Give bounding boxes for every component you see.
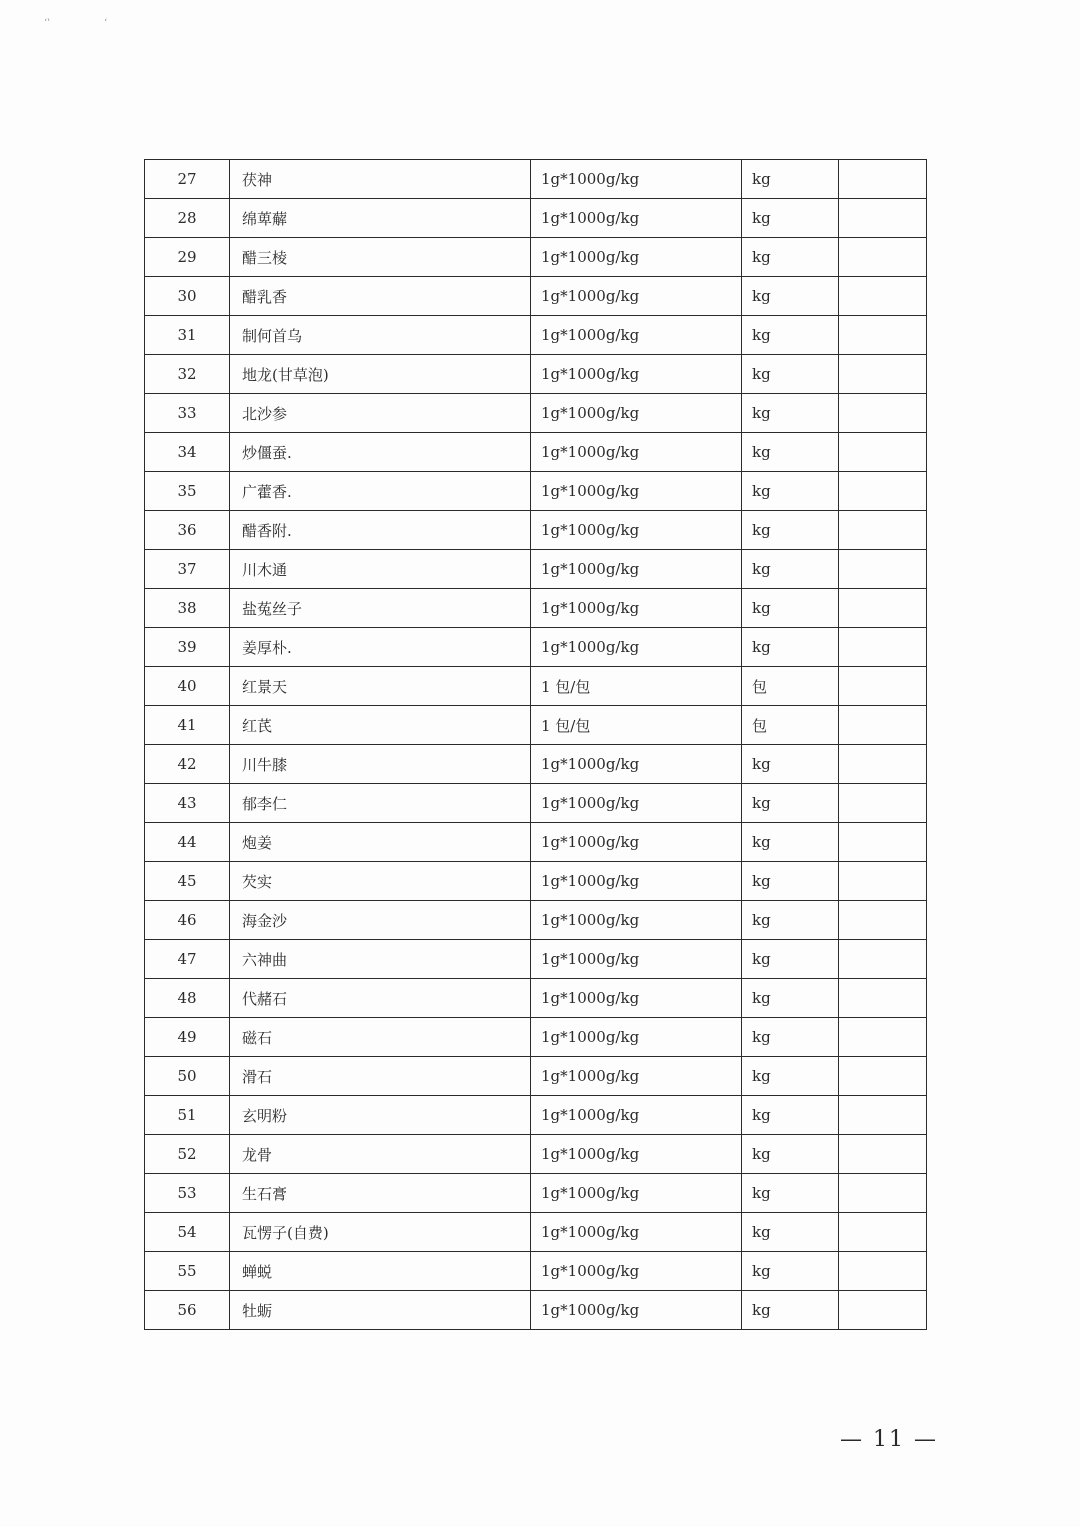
- row-number-cell: 28: [145, 199, 230, 238]
- item-name-cell: 瓦愣子(自费): [230, 1213, 531, 1252]
- specification-cell: 1g*1000g/kg: [531, 1213, 742, 1252]
- row-number-cell: 38: [145, 589, 230, 628]
- table-row: [145, 1057, 927, 1096]
- row-number-cell: 43: [145, 784, 230, 823]
- item-name-cell: 醋乳香: [230, 277, 531, 316]
- blank-cell: [839, 784, 927, 823]
- blank-cell: [839, 706, 927, 745]
- table-row: [145, 862, 927, 901]
- unit-cell: kg: [742, 823, 839, 862]
- table-body: [145, 160, 927, 1330]
- unit-cell: kg: [742, 979, 839, 1018]
- materials-table: [144, 159, 927, 1330]
- row-number-cell: 30: [145, 277, 230, 316]
- blank-cell: [839, 277, 927, 316]
- table-row: [145, 784, 927, 823]
- table-row: [145, 1096, 927, 1135]
- specification-cell: 1g*1000g/kg: [531, 355, 742, 394]
- specification-cell: 1g*1000g/kg: [531, 160, 742, 199]
- specification-cell: 1g*1000g/kg: [531, 277, 742, 316]
- item-name-cell: 生石膏: [230, 1174, 531, 1213]
- unit-cell: 包: [742, 667, 839, 706]
- table-row: [145, 472, 927, 511]
- item-name-cell: 炮姜: [230, 823, 531, 862]
- specification-cell: 1g*1000g/kg: [531, 589, 742, 628]
- blank-cell: [839, 1291, 927, 1330]
- item-name-cell: 姜厚朴.: [230, 628, 531, 667]
- specification-cell: 1g*1000g/kg: [531, 979, 742, 1018]
- item-name-cell: 醋香附.: [230, 511, 531, 550]
- table-row: [145, 979, 927, 1018]
- specification-cell: 1g*1000g/kg: [531, 745, 742, 784]
- item-name-cell: 川木通: [230, 550, 531, 589]
- row-number-cell: 31: [145, 316, 230, 355]
- table-row: [145, 511, 927, 550]
- specification-cell: 1 包/包: [531, 706, 742, 745]
- table-row: [145, 1291, 927, 1330]
- table-row: [145, 667, 927, 706]
- specification-cell: 1g*1000g/kg: [531, 1135, 742, 1174]
- table-row: [145, 355, 927, 394]
- row-number-cell: 39: [145, 628, 230, 667]
- blank-cell: [839, 1096, 927, 1135]
- unit-cell: kg: [742, 355, 839, 394]
- blank-cell: [839, 316, 927, 355]
- blank-cell: [839, 1252, 927, 1291]
- blank-cell: [839, 433, 927, 472]
- blank-cell: [839, 667, 927, 706]
- unit-cell: kg: [742, 901, 839, 940]
- row-number-cell: 45: [145, 862, 230, 901]
- blank-cell: [839, 862, 927, 901]
- blank-cell: [839, 1213, 927, 1252]
- row-number-cell: 47: [145, 940, 230, 979]
- item-name-cell: 红芪: [230, 706, 531, 745]
- unit-cell: kg: [742, 784, 839, 823]
- unit-cell: kg: [742, 238, 839, 277]
- specification-cell: 1g*1000g/kg: [531, 1291, 742, 1330]
- item-name-cell: 盐菟丝子: [230, 589, 531, 628]
- item-name-cell: 绵萆薢: [230, 199, 531, 238]
- blank-cell: [839, 1135, 927, 1174]
- table-row: [145, 1135, 927, 1174]
- table-row: [145, 1252, 927, 1291]
- blank-cell: [839, 511, 927, 550]
- specification-cell: 1g*1000g/kg: [531, 862, 742, 901]
- row-number-cell: 42: [145, 745, 230, 784]
- specification-cell: 1g*1000g/kg: [531, 394, 742, 433]
- row-number-cell: 36: [145, 511, 230, 550]
- row-number-cell: 55: [145, 1252, 230, 1291]
- row-number-cell: 53: [145, 1174, 230, 1213]
- table-row: [145, 1213, 927, 1252]
- blank-cell: [839, 1018, 927, 1057]
- blank-cell: [839, 1057, 927, 1096]
- blank-cell: [839, 160, 927, 199]
- table-row: [145, 550, 927, 589]
- item-name-cell: 龙骨: [230, 1135, 531, 1174]
- table-row: [145, 277, 927, 316]
- specification-cell: 1g*1000g/kg: [531, 784, 742, 823]
- item-name-cell: 制何首乌: [230, 316, 531, 355]
- blank-cell: [839, 199, 927, 238]
- blank-cell: [839, 745, 927, 784]
- item-name-cell: 川牛膝: [230, 745, 531, 784]
- item-name-cell: 滑石: [230, 1057, 531, 1096]
- item-name-cell: 代赭石: [230, 979, 531, 1018]
- table-row: [145, 823, 927, 862]
- unit-cell: kg: [742, 1057, 839, 1096]
- specification-cell: 1g*1000g/kg: [531, 199, 742, 238]
- unit-cell: kg: [742, 745, 839, 784]
- item-name-cell: 郁李仁: [230, 784, 531, 823]
- blank-cell: [839, 589, 927, 628]
- row-number-cell: 52: [145, 1135, 230, 1174]
- blank-cell: [839, 472, 927, 511]
- unit-cell: 包: [742, 706, 839, 745]
- row-number-cell: 51: [145, 1096, 230, 1135]
- row-number-cell: 35: [145, 472, 230, 511]
- unit-cell: kg: [742, 940, 839, 979]
- item-name-cell: 炒僵蚕.: [230, 433, 531, 472]
- blank-cell: [839, 628, 927, 667]
- specification-cell: 1g*1000g/kg: [531, 1174, 742, 1213]
- unit-cell: kg: [742, 1252, 839, 1291]
- unit-cell: kg: [742, 160, 839, 199]
- unit-cell: kg: [742, 1135, 839, 1174]
- specification-cell: 1g*1000g/kg: [531, 1018, 742, 1057]
- item-name-cell: 北沙参: [230, 394, 531, 433]
- row-number-cell: 49: [145, 1018, 230, 1057]
- unit-cell: kg: [742, 394, 839, 433]
- blank-cell: [839, 1174, 927, 1213]
- specification-cell: 1g*1000g/kg: [531, 901, 742, 940]
- item-name-cell: 地龙(甘草泡): [230, 355, 531, 394]
- row-number-cell: 32: [145, 355, 230, 394]
- specification-cell: 1g*1000g/kg: [531, 472, 742, 511]
- unit-cell: kg: [742, 277, 839, 316]
- unit-cell: kg: [742, 1174, 839, 1213]
- specification-cell: 1g*1000g/kg: [531, 1057, 742, 1096]
- specification-cell: 1g*1000g/kg: [531, 511, 742, 550]
- unit-cell: kg: [742, 316, 839, 355]
- unit-cell: kg: [742, 1213, 839, 1252]
- table-row: [145, 433, 927, 472]
- unit-cell: kg: [742, 199, 839, 238]
- blank-cell: [839, 550, 927, 589]
- unit-cell: kg: [742, 550, 839, 589]
- item-name-cell: 六神曲: [230, 940, 531, 979]
- table-row: [145, 940, 927, 979]
- item-name-cell: 海金沙: [230, 901, 531, 940]
- row-number-cell: 33: [145, 394, 230, 433]
- row-number-cell: 29: [145, 238, 230, 277]
- item-name-cell: 牡蛎: [230, 1291, 531, 1330]
- row-number-cell: 44: [145, 823, 230, 862]
- table-row: [145, 238, 927, 277]
- row-number-cell: 48: [145, 979, 230, 1018]
- blank-cell: [839, 940, 927, 979]
- row-number-cell: 37: [145, 550, 230, 589]
- unit-cell: kg: [742, 589, 839, 628]
- row-number-cell: 41: [145, 706, 230, 745]
- blank-cell: [839, 394, 927, 433]
- specification-cell: 1g*1000g/kg: [531, 433, 742, 472]
- item-name-cell: 醋三棱: [230, 238, 531, 277]
- specification-cell: 1g*1000g/kg: [531, 823, 742, 862]
- blank-cell: [839, 355, 927, 394]
- item-name-cell: 红景天: [230, 667, 531, 706]
- table-row: [145, 394, 927, 433]
- item-name-cell: 广藿香.: [230, 472, 531, 511]
- table-row: [145, 316, 927, 355]
- row-number-cell: 40: [145, 667, 230, 706]
- unit-cell: kg: [742, 433, 839, 472]
- unit-cell: kg: [742, 1291, 839, 1330]
- table-row: [145, 706, 927, 745]
- scan-artifact: ‘: [104, 18, 108, 29]
- item-name-cell: 玄明粉: [230, 1096, 531, 1135]
- item-name-cell: 磁石: [230, 1018, 531, 1057]
- table-row: [145, 1174, 927, 1213]
- row-number-cell: 54: [145, 1213, 230, 1252]
- row-number-cell: 46: [145, 901, 230, 940]
- item-name-cell: 芡实: [230, 862, 531, 901]
- blank-cell: [839, 901, 927, 940]
- specification-cell: 1g*1000g/kg: [531, 940, 742, 979]
- blank-cell: [839, 238, 927, 277]
- row-number-cell: 50: [145, 1057, 230, 1096]
- unit-cell: kg: [742, 472, 839, 511]
- unit-cell: kg: [742, 1096, 839, 1135]
- blank-cell: [839, 979, 927, 1018]
- specification-cell: 1g*1000g/kg: [531, 238, 742, 277]
- specification-cell: 1g*1000g/kg: [531, 1096, 742, 1135]
- blank-cell: [839, 823, 927, 862]
- item-name-cell: 茯神: [230, 160, 531, 199]
- table-row: [145, 628, 927, 667]
- table-row: [145, 1018, 927, 1057]
- unit-cell: kg: [742, 1018, 839, 1057]
- specification-cell: 1g*1000g/kg: [531, 628, 742, 667]
- specification-cell: 1g*1000g/kg: [531, 1252, 742, 1291]
- specification-cell: 1g*1000g/kg: [531, 316, 742, 355]
- specification-cell: 1g*1000g/kg: [531, 550, 742, 589]
- unit-cell: kg: [742, 628, 839, 667]
- scan-artifact: ‘‛: [44, 18, 51, 29]
- item-name-cell: 蝉蜕: [230, 1252, 531, 1291]
- unit-cell: kg: [742, 511, 839, 550]
- unit-cell: kg: [742, 862, 839, 901]
- table-row: [145, 589, 927, 628]
- table-row: [145, 160, 927, 199]
- table-row: [145, 745, 927, 784]
- row-number-cell: 27: [145, 160, 230, 199]
- table-row: [145, 199, 927, 238]
- row-number-cell: 56: [145, 1291, 230, 1330]
- row-number-cell: 34: [145, 433, 230, 472]
- specification-cell: 1 包/包: [531, 667, 742, 706]
- table-row: [145, 901, 927, 940]
- page-number: — 11 —: [840, 1427, 938, 1452]
